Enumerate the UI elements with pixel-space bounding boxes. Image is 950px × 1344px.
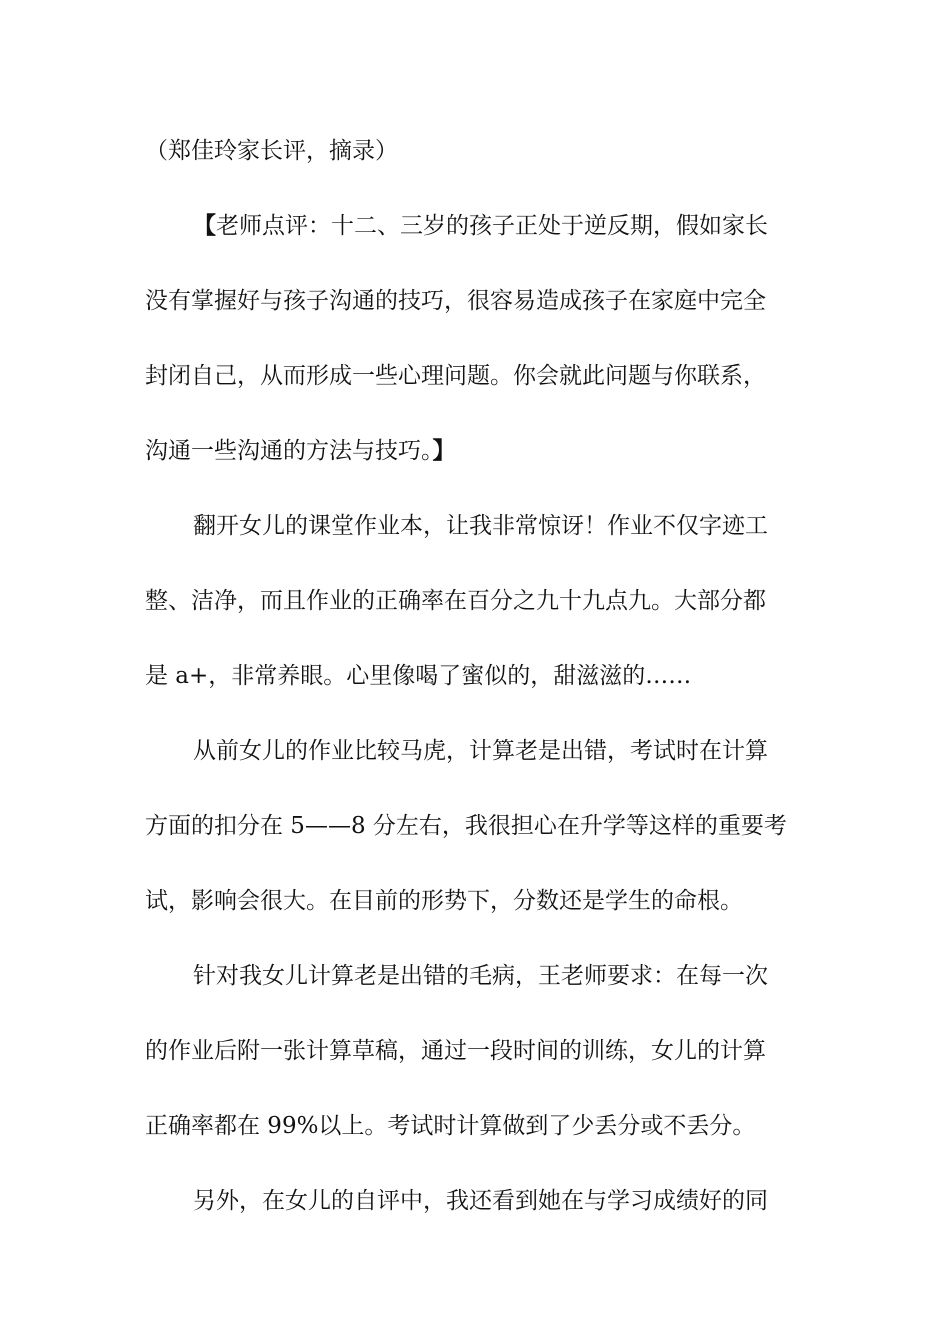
teacher-comment-line: 封闭自己，从而形成一些心理问题。你会就此问题与你联系，: [145, 363, 766, 389]
paragraph-line: 另外，在女儿的自评中，我还看到她在与学习成绩好的同: [193, 1188, 768, 1214]
paragraph-line: 整、洁净，而且作业的正确率在百分之九十九点九。大部分都: [145, 588, 766, 614]
paragraph-line: 从前女儿的作业比较马虎，计算老是出错，考试时在计算: [193, 738, 768, 764]
bracket-open: 【: [193, 212, 216, 239]
paragraph-line: 试，影响会很大。在目前的形势下，分数还是学生的命根。: [145, 888, 743, 914]
paragraph-line: 正确率都在 99%以上。考试时计算做到了少丢分或不丢分。: [145, 1113, 756, 1139]
paragraph-line: 方面的扣分在 5——8 分左右，我很担心在升学等这样的重要考: [145, 813, 787, 839]
teacher-comment-text: 老师点评：十二、三岁的孩子正处于逆反期，假如家长: [216, 213, 768, 239]
teacher-comment-line: 没有掌握好与孩子沟通的技巧，很容易造成孩子在家庭中完全: [145, 288, 766, 314]
paragraph-line: 的作业后附一张计算草稿，通过一段时间的训练，女儿的计算: [145, 1038, 766, 1064]
bracket-close: 】: [432, 437, 456, 464]
attribution-line: （郑佳玲家长评，摘录）: [145, 138, 398, 164]
paragraph-line: 是 a+，非常养眼。心里像喝了蜜似的，甜滋滋的……: [145, 663, 692, 689]
teacher-comment-line: [193, 206, 893, 246]
paragraph-line: 针对我女儿计算老是出错的毛病，王老师要求：在每一次: [193, 963, 768, 989]
paragraph-line: 翻开女儿的课堂作业本，让我非常惊讶！作业不仅字迹工: [193, 513, 768, 539]
teacher-comment-line: [145, 431, 845, 471]
teacher-comment-text: 沟通一些沟通的方法与技巧。: [145, 438, 433, 464]
